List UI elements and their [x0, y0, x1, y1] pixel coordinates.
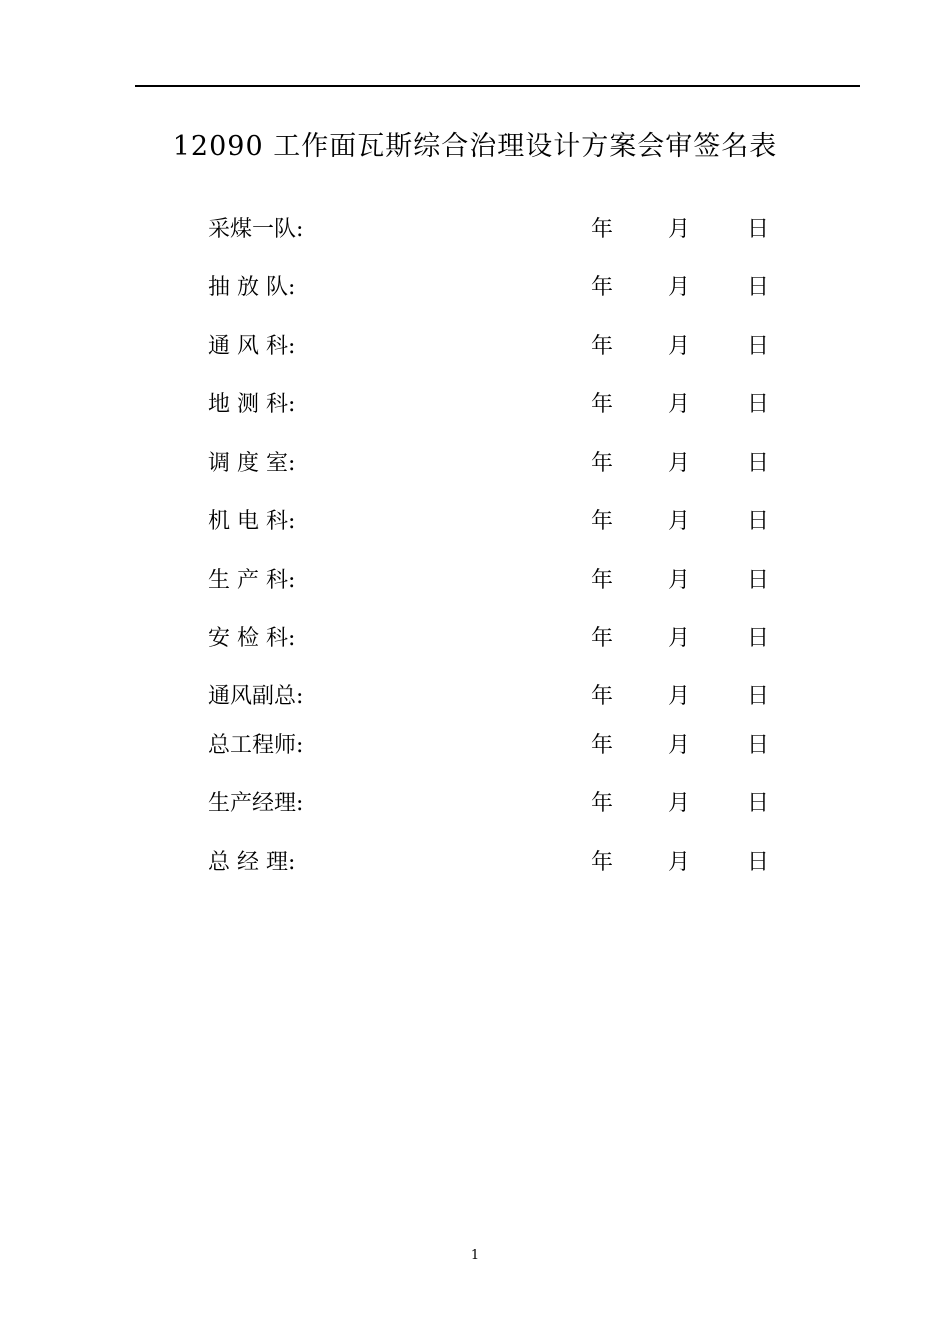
department-label: 通 风 科:: [208, 334, 296, 359]
signature-row: [0, 332, 950, 362]
day-label: 日: [747, 392, 770, 417]
month-label: 月: [668, 217, 691, 242]
signature-row: [0, 682, 950, 712]
month-label: 月: [668, 568, 691, 593]
department-label: 生产经理:: [208, 791, 304, 816]
signature-row: [0, 507, 950, 537]
month-label: 月: [668, 451, 691, 476]
year-label: 年: [591, 275, 614, 300]
document-title: 12090 工作面瓦斯综合治理设计方案会审签名表: [172, 131, 778, 162]
year-label: 年: [591, 217, 614, 242]
department-label: 通风副总:: [208, 684, 304, 709]
department-label: 地 测 科:: [208, 392, 296, 417]
day-label: 日: [747, 733, 770, 758]
day-label: 日: [747, 626, 770, 651]
year-label: 年: [591, 733, 614, 758]
day-label: 日: [747, 275, 770, 300]
department-label: 抽 放 队:: [208, 275, 296, 300]
signature-row: [0, 566, 950, 596]
day-label: 日: [747, 850, 770, 875]
month-label: 月: [668, 791, 691, 816]
month-label: 月: [668, 334, 691, 359]
month-label: 月: [668, 850, 691, 875]
month-label: 月: [668, 626, 691, 651]
page-number: 1: [470, 1248, 480, 1263]
month-label: 月: [668, 509, 691, 534]
month-label: 月: [668, 275, 691, 300]
signature-row: [0, 731, 950, 761]
day-label: 日: [747, 509, 770, 534]
day-label: 日: [747, 684, 770, 709]
department-label: 安 检 科:: [208, 626, 296, 651]
year-label: 年: [591, 684, 614, 709]
day-label: 日: [747, 334, 770, 359]
signature-row: [0, 848, 950, 878]
signature-row: [0, 215, 950, 245]
signature-row: [0, 390, 950, 420]
year-label: 年: [591, 626, 614, 651]
department-label: 生 产 科:: [208, 568, 296, 593]
day-label: 日: [747, 568, 770, 593]
signature-row: [0, 449, 950, 479]
day-label: 日: [747, 451, 770, 476]
year-label: 年: [591, 568, 614, 593]
year-label: 年: [591, 392, 614, 417]
signature-row: [0, 789, 950, 819]
month-label: 月: [668, 392, 691, 417]
month-label: 月: [668, 733, 691, 758]
day-label: 日: [747, 217, 770, 242]
department-label: 采煤一队:: [208, 217, 304, 242]
year-label: 年: [591, 791, 614, 816]
department-label: 调 度 室:: [208, 451, 296, 476]
year-label: 年: [591, 334, 614, 359]
month-label: 月: [668, 684, 691, 709]
signature-row: [0, 624, 950, 654]
day-label: 日: [747, 791, 770, 816]
signature-row: [0, 273, 950, 303]
department-label: 总 经 理:: [208, 850, 296, 875]
department-label: 总工程师:: [208, 733, 304, 758]
year-label: 年: [591, 509, 614, 534]
year-label: 年: [591, 451, 614, 476]
department-label: 机 电 科:: [208, 509, 296, 534]
year-label: 年: [591, 850, 614, 875]
